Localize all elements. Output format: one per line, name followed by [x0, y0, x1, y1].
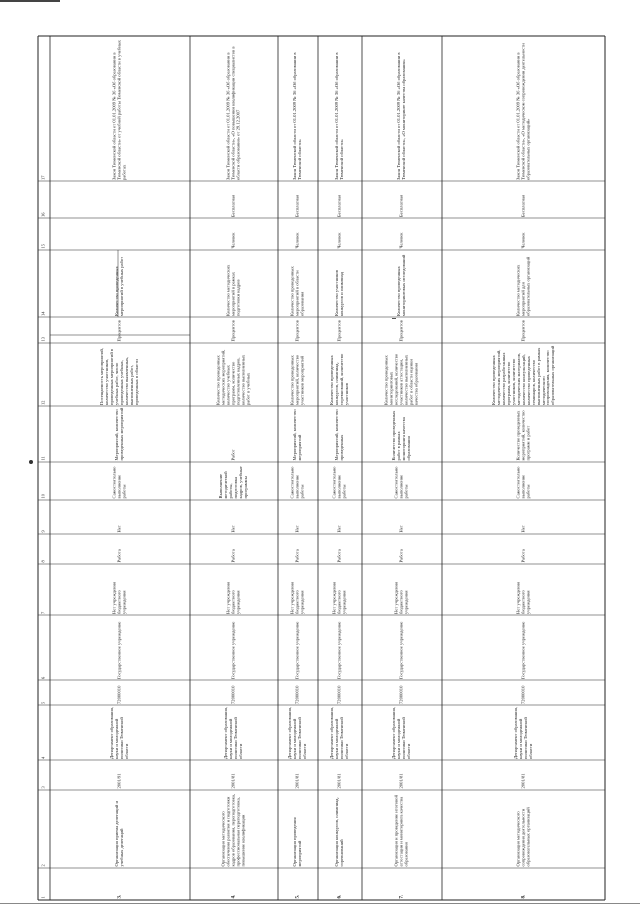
header-number-12-text: 12	[40, 400, 46, 405]
cell-indicators-row-4-text: Количество проведенных методических мероприятий, количество учебных программ, количество подготовленных кадров, количество выполненных работ в учебных	[215, 349, 251, 405]
cell-work-row-5-text: Работа	[294, 549, 300, 563]
cell-basis-row-4-text: Бесплатная	[230, 194, 236, 217]
cell-law-row-4	[190, 36, 278, 181]
cell-law-row-6	[318, 36, 362, 181]
cell-work-row-4-text: Работа	[230, 549, 236, 563]
cell-kind-row-7	[362, 564, 442, 615]
cell-unit-row-7	[362, 406, 442, 462]
cell-basis-row-7	[362, 181, 442, 218]
cell-kind-row-8-text: Нет учреждения бюджетного учреждения	[515, 581, 530, 614]
cell-body-row-5-text: Департамент образования, науки и молодежной политики Тюменской области	[287, 706, 307, 759]
cell-unit-row-4-text: Работ	[230, 449, 236, 461]
cell-method-row-8-text: Самостоятельно выполнение работы	[515, 466, 530, 499]
cell-kind-row-8	[442, 564, 605, 615]
header-number-5	[38, 680, 50, 705]
scan-mark	[392, 318, 396, 319]
cell-measure-row-4	[190, 218, 278, 250]
cell-stat-row-3	[50, 317, 190, 343]
cell-work-row-7	[362, 534, 442, 564]
cell-body-row-6-text: Департамент образования, науки и молодежной политики Тюменской области	[329, 706, 349, 759]
cell-name-row-7-text: Организация и проведение итоговой аттестации и мониторинга качества образования	[393, 795, 409, 867]
cell-paid-row-4-text: Нет	[230, 525, 236, 533]
cell-okved-row-3	[50, 680, 190, 705]
cell-body-row-3	[50, 705, 190, 760]
cell-owner-row-3	[50, 615, 190, 680]
cell-method-row-7-text: Самостоятельно выполнение работы	[393, 466, 409, 499]
cell-name-row-3	[50, 790, 190, 868]
scan-edge-bottom	[0, 903, 640, 904]
cell-name-row-8	[442, 790, 605, 868]
cell-paid-row-5	[278, 500, 318, 534]
cell-code-row-4	[190, 760, 278, 790]
cell-indicators-row-7-text: Количество проведенных мониторинговых исследований, количество участников аттестации, количество выполненных работ в области оценки качества образования	[383, 353, 419, 405]
cell-indicators-row-7	[362, 343, 442, 406]
cell-unit-row-8	[442, 406, 605, 462]
cell-kind-row-6	[318, 564, 362, 615]
cell-basis-row-5	[278, 181, 318, 218]
header-number-11	[38, 406, 50, 462]
cell-stat-row-7	[362, 317, 442, 343]
cell-basis-row-6-text: Бесплатная	[336, 194, 342, 217]
cell-method-row-3-text: Самостоятельно выполнение работы	[111, 466, 127, 499]
cell-code-row-6-text: 2001/81	[336, 773, 342, 789]
cell-quality-row-7-text: Количество проведенных мониторинговых исследований	[396, 254, 406, 316]
cell-num-row-5-text: 5.	[295, 894, 301, 899]
cell-quality-row-4	[190, 250, 278, 317]
header-number-4-text: 4	[40, 756, 46, 759]
cell-okved-row-5-text: 72000010	[294, 685, 300, 704]
cell-indicators-row-8	[442, 343, 605, 406]
header-number-13	[38, 317, 50, 343]
header-number-8-text: 8	[40, 560, 46, 563]
header-number-15-text: 15	[40, 244, 46, 249]
cell-okved-row-7	[362, 680, 442, 705]
cell-quality-row-6-text: Количество участников конкурсов и олимпиад	[334, 269, 344, 316]
header-number-6	[38, 615, 50, 680]
header-number-15	[38, 218, 50, 250]
cell-owner-row-5	[278, 615, 318, 680]
cell-okved-row-5	[278, 680, 318, 705]
cell-quality-row-8-text: Количество методических мероприятий для образовательных организаций	[515, 256, 530, 316]
cell-name-row-5	[278, 790, 318, 868]
cell-body-row-5	[278, 705, 318, 760]
cell-indicators-row-4	[190, 343, 278, 406]
cell-method-row-6	[318, 462, 362, 500]
cell-name-row-7	[362, 790, 442, 868]
cell-stat-row-3-text: Процентов	[116, 320, 122, 342]
cell-owner-row-3-text: Государственное учреждение	[116, 621, 122, 679]
cell-okved-row-6	[318, 680, 362, 705]
cell-measure-row-7-text: Человек	[398, 232, 404, 249]
cell-num-row-7-text: 7.	[399, 894, 405, 899]
cell-owner-row-4-text: Государственное учреждение	[230, 621, 236, 679]
cell-body-row-4-text: Департамент образования, науки и молодежной политики Тюменской области	[223, 706, 243, 759]
cell-num-row-3	[50, 868, 190, 900]
cell-owner-row-4	[190, 615, 278, 680]
cell-kind-row-4-text: Нет учреждения бюджетного учреждения	[225, 581, 241, 614]
cell-basis-row-3	[50, 181, 190, 218]
cell-owner-row-6	[318, 615, 362, 680]
header-number-10-text: 10	[40, 494, 46, 499]
cell-law-row-6-text: Закон Тюменской области от 01.01.2009 № 36 «Об образовании в Тюменской области»	[334, 51, 344, 180]
header-number-17-text: 17	[40, 175, 46, 180]
header-number-9	[38, 500, 50, 534]
cell-law-row-5	[278, 36, 318, 181]
cell-okved-row-4-text: 72000010	[230, 685, 236, 704]
header-number-11-text: 11	[40, 456, 46, 461]
cell-body-row-6	[318, 705, 362, 760]
cell-owner-row-6-text: Государственное учреждение	[336, 621, 342, 679]
cell-unit-row-3	[50, 406, 190, 462]
cell-num-row-8-text: 8.	[520, 894, 526, 899]
cell-basis-row-8-text: Бесплатная	[520, 194, 526, 217]
cell-num-row-6	[318, 868, 362, 900]
cell-method-row-6-text: Самостоятельно выполнение работы	[331, 466, 347, 499]
cell-basis-row-7-text: Бесплатная	[398, 194, 404, 217]
cell-num-row-4	[190, 868, 278, 900]
cell-kind-row-5-text: Нет учреждения бюджетного учреждения	[289, 581, 305, 614]
cell-code-row-7	[362, 760, 442, 790]
header-number-6-text: 6	[40, 676, 46, 679]
cell-measure-row-4-text: Человек	[230, 232, 236, 249]
cell-law-row-7-text: Закон Тюменской области от 01.01.2009 № 36 «Об образовании в Тюменской области», «О мониторинге качества образования»	[396, 51, 406, 180]
cell-code-row-7-text: 2001/81	[398, 773, 404, 789]
cell-measure-row-6	[318, 218, 362, 250]
cell-law-row-8-text: Закон Тюменской области от 01.01.2009 № 36 «Об образовании в Тюменской области», «О методическом сопровождении деятельности образовательных организаций»	[515, 42, 530, 180]
cell-owner-row-8-text: Государственное учреждение	[520, 621, 526, 679]
cell-paid-row-8	[442, 500, 605, 534]
cell-stat-row-6	[318, 317, 362, 343]
header-number-7	[38, 564, 50, 615]
cell-law-row-3-text: Закон Тюменской области от 01.01.2009 № 36 «Об образовании в Тюменской области» от учебной работы Тюменской области в учебных работах	[111, 39, 127, 180]
cell-measure-row-6-text: Человек	[336, 232, 342, 249]
cell-law-row-7	[362, 36, 442, 181]
cell-kind-row-7-text: Нет учреждения бюджетного учреждения	[393, 581, 409, 614]
cell-work-row-8	[442, 534, 605, 564]
cell-method-row-7	[362, 462, 442, 500]
cell-num-row-5	[278, 868, 318, 900]
cell-method-row-5	[278, 462, 318, 500]
cell-kind-row-6-text: Нет учреждения бюджетного учреждения	[331, 581, 347, 614]
cell-num-row-4-text: 4.	[231, 894, 237, 899]
cell-kind-row-4	[190, 564, 278, 615]
cell-method-row-4	[190, 462, 278, 500]
cell-unit-row-3-text: Мероприятий, количество проведенных мероприятий	[114, 407, 124, 461]
cell-indicators-row-8-text: Количество проведенных методических мероприятий, количество разработанных программ, количество участников, количество методических материалов, количество консультаций, количество проведенных семинаров, количество выполненных работ в рамках методического сопровождения, количество образовательных организаций	[490, 345, 555, 405]
cell-paid-row-6	[318, 500, 362, 534]
cell-stat-row-8	[442, 317, 605, 343]
header-number-2-text: 2	[40, 864, 46, 867]
header-number-1	[38, 868, 50, 900]
cell-kind-row-3-text: Нет учреждения бюджетного учреждения	[111, 581, 127, 614]
header-number-2	[38, 790, 50, 868]
cell-stat-row-5	[278, 317, 318, 343]
cell-name-row-8-text: Организация методического сопровождения деятельности образовательных организаций	[515, 807, 530, 867]
cell-work-row-7-text: Работа	[398, 549, 404, 563]
cell-quality-row-3-text: Количество проведенных мероприятий в учебных работ	[114, 256, 124, 316]
cell-paid-row-8-text: Нет	[520, 525, 526, 533]
cell-num-row-7	[362, 868, 442, 900]
cell-paid-row-6-text: Нет	[336, 525, 342, 533]
cell-measure-row-7	[362, 218, 442, 250]
header-number-14	[38, 250, 50, 317]
cell-code-row-8	[442, 760, 605, 790]
cell-stat-row-4-text: Процентов	[230, 320, 236, 342]
cell-body-row-8-text: Департамент образования, науки и молодежной политики Тюменской области	[512, 706, 533, 759]
cell-name-row-4	[190, 790, 278, 868]
cell-okved-row-3-text: 72000010	[116, 685, 122, 704]
cell-measure-row-8	[442, 218, 605, 250]
cell-indicators-row-3-text: Посещаемость мероприятий, количество участников, проведенных мероприятий в учебных работ, число проведенных учебных, количество выявленных, выполненных работ, проведенных в области	[99, 347, 139, 405]
cell-work-row-5	[278, 534, 318, 564]
cell-work-row-4	[190, 534, 278, 564]
cell-owner-row-5-text: Государственное учреждение	[294, 621, 300, 679]
cell-stat-row-7-text: Процентов	[398, 320, 404, 342]
cell-law-row-5-text: Закон Тюменской области от 01.01.2009 № 36 «Об образовании в Тюменской области»	[292, 51, 302, 180]
cell-work-row-6	[318, 534, 362, 564]
cell-measure-row-5	[278, 218, 318, 250]
cell-name-row-4-text: Организация методического обеспечения развития и подготовки кадров образования, переподготовка, профессиональная переподготовка, повышение квалификации	[220, 793, 246, 867]
cell-basis-row-6	[318, 181, 362, 218]
cell-name-row-3-text: Организация приема делегаций и учебных делегаций	[114, 801, 124, 867]
cell-stat-row-5-text: Процентов	[294, 320, 300, 342]
cell-quality-row-6	[318, 250, 362, 317]
header-number-10	[38, 462, 50, 500]
cell-quality-row-5	[278, 250, 318, 317]
cell-okved-row-8	[442, 680, 605, 705]
cell-paid-row-7	[362, 500, 442, 534]
cell-indicators-row-3	[50, 343, 190, 406]
cell-body-row-8	[442, 705, 605, 760]
cell-body-row-4	[190, 705, 278, 760]
scan-speck	[29, 460, 33, 464]
cell-measure-row-8-text: Человек	[520, 232, 526, 249]
cell-owner-row-7	[362, 615, 442, 680]
cell-paid-row-4	[190, 500, 278, 534]
cell-code-row-3-text: 2001/91	[116, 773, 122, 789]
cell-quality-row-8	[442, 250, 605, 317]
cell-basis-row-8	[442, 181, 605, 218]
cell-method-row-4-text: Выполнение методической работы, подготовка кадров, учебные программы	[218, 466, 248, 499]
cell-quality-row-3	[50, 250, 190, 317]
header-number-5-text: 5	[40, 701, 46, 704]
cell-unit-row-6	[318, 406, 362, 462]
cell-paid-row-7-text: Нет	[398, 525, 404, 533]
cell-work-row-3	[50, 534, 190, 564]
cell-quality-row-5-text: Количество проведенных мероприятий в области образования	[289, 265, 305, 316]
cell-code-row-5	[278, 760, 318, 790]
cell-unit-row-6-text: Мероприятий, количество проведенных	[334, 409, 344, 461]
cell-quality-row-7	[362, 250, 442, 317]
cell-name-row-6	[318, 790, 362, 868]
cell-okved-row-6-text: 72000010	[336, 685, 342, 704]
cell-unit-row-7-text: Количество проведенных работ в рамках мониторинга качества образования	[391, 410, 411, 461]
cell-work-row-8-text: Работа	[520, 549, 526, 563]
cell-kind-row-5	[278, 564, 318, 615]
header-number-3	[38, 760, 50, 790]
header-number-3-text: 3	[40, 786, 46, 789]
header-number-14-text: 14	[40, 311, 46, 316]
cell-quality-row-4-text: Количество методических мероприятий в рамках подготовки кадров	[225, 264, 241, 316]
cell-stat-row-4	[190, 317, 278, 343]
cell-unit-row-5-text: Мероприятий, количество мероприятий	[292, 409, 302, 461]
cell-method-row-3	[50, 462, 190, 500]
header-number-4	[38, 705, 50, 760]
cell-method-row-5-text: Самостоятельно выполнение работы	[289, 466, 305, 499]
cell-measure-row-5-text: Человек	[294, 232, 300, 249]
header-number-13-text: 13	[40, 337, 46, 342]
cell-name-row-6-text: Организация конкурсов, олимпиад, соревнований	[334, 797, 344, 867]
cell-unit-row-5	[278, 406, 318, 462]
cell-paid-row-3	[50, 500, 190, 534]
header-number-7-text: 7	[40, 611, 46, 614]
header-number-9-text: 9	[40, 530, 46, 533]
header-number-16	[38, 181, 50, 218]
cell-code-row-5-text: 2001/81	[294, 773, 300, 789]
cell-code-row-3	[50, 760, 190, 790]
header-number-8	[38, 534, 50, 564]
cell-indicators-row-5	[278, 343, 318, 406]
cell-law-row-8	[442, 36, 605, 181]
cell-body-row-3-text: Департамент образования, науки и молодежной политики Тюменской области	[109, 706, 129, 759]
cell-owner-row-8	[442, 615, 605, 680]
cell-body-row-7-text: Департамент образования, науки и молодежной политики Тюменской области	[391, 706, 411, 759]
cell-work-row-6-text: Работа	[336, 549, 342, 563]
cell-work-row-3-text: Работа	[116, 549, 122, 563]
scan-edge-top	[0, 0, 60, 2]
header-number-17	[38, 36, 50, 181]
cell-kind-row-3	[50, 564, 190, 615]
cell-basis-row-4	[190, 181, 278, 218]
cell-name-row-5-text: Организация проведения мероприятий	[292, 817, 302, 867]
cell-law-row-4-text: Закон Тюменской области от 01.01.2009 № 36 «Об образовании в Тюменской области», «О повышении квалификации специалистов в области образования» от 29.12.2007	[225, 46, 241, 180]
header-number-12	[38, 343, 50, 406]
cell-owner-row-7-text: Государственное учреждение	[398, 621, 404, 679]
cell-body-row-7	[362, 705, 442, 760]
cell-paid-row-5-text: Нет	[294, 525, 300, 533]
cell-num-row-3-text: 3.	[117, 894, 123, 899]
cell-method-row-8	[442, 462, 605, 500]
cell-code-row-6	[318, 760, 362, 790]
cell-okved-row-4	[190, 680, 278, 705]
cell-indicators-row-5-text: Количество проведенных мероприятий, количество участников мероприятий	[289, 354, 305, 405]
cell-code-row-4-text: 2001/81	[230, 773, 236, 789]
cell-okved-row-7-text: 72000010	[398, 685, 404, 704]
header-number-16-text: 16	[40, 212, 46, 217]
cell-basis-row-5-text: Бесплатная	[294, 194, 300, 217]
cell-num-row-8	[442, 868, 605, 900]
cell-measure-row-3	[50, 218, 190, 250]
header-number-1-text: 1	[40, 896, 46, 899]
cell-paid-row-3-text: Нет	[116, 525, 122, 533]
cell-indicators-row-6-text: Количество проведенных конкурсов, олимпиад, соревнований, количество участников	[329, 353, 349, 405]
cell-law-row-3	[50, 36, 190, 181]
cell-unit-row-4	[190, 406, 278, 462]
cell-stat-row-8-text: Процентов	[520, 320, 526, 342]
cell-stat-row-6-text: Процентов	[336, 320, 342, 342]
cell-num-row-6-text: 6.	[337, 894, 343, 899]
cell-unit-row-8-text: Количество проведенных мероприятий, количество программ и работ	[515, 410, 530, 461]
cell-indicators-row-6	[318, 343, 362, 406]
cell-code-row-8-text: 2001/81	[520, 773, 526, 789]
cell-okved-row-8-text: 72000010	[520, 685, 526, 704]
